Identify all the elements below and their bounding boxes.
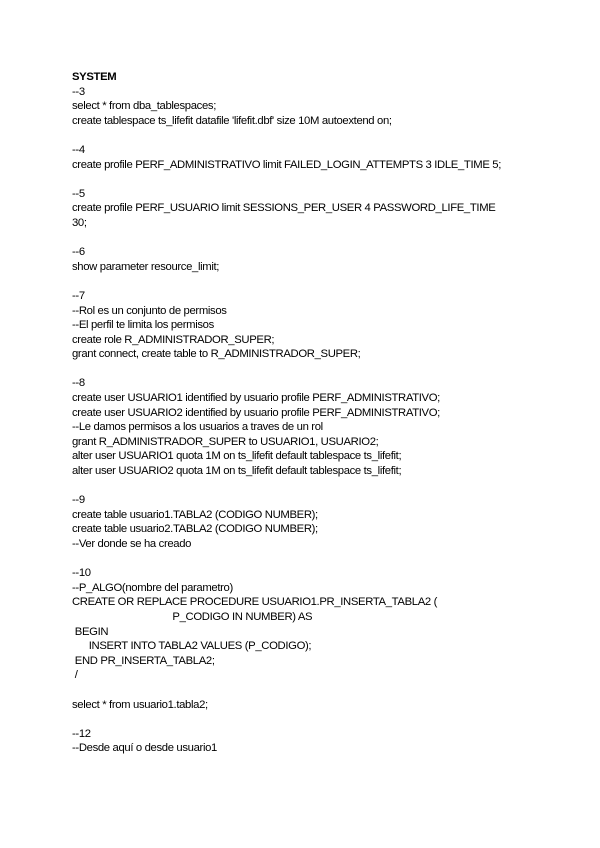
code-line: alter user USUARIO1 quota 1M on ts_lifefit default tablespace ts_lifefit;: [72, 450, 402, 463]
document-title: SYSTEM: [72, 71, 117, 83]
section-number: --6: [72, 246, 85, 259]
code-line: INSERT INTO TABLA2 VALUES (P_CODIGO);: [72, 640, 312, 653]
comment-line: --El perfil te limita los permisos: [72, 319, 214, 332]
code-line: create tablespace ts_lifefit datafile 'lifefit.dbf' size 10M autoextend on;: [72, 114, 392, 127]
comment-line: --Desde aquí o desde usuario1: [72, 742, 217, 755]
code-line: create role R_ADMINISTRADOR_SUPER;: [72, 333, 275, 346]
code-line: grant R_ADMINISTRADOR_SUPER to USUARIO1, USUARIO2;: [72, 435, 379, 448]
section-8: [72, 376, 560, 478]
code-line: grant connect, create table to R_ADMINISTRADOR_SUPER;: [72, 348, 361, 361]
section-3: [72, 85, 560, 129]
code-line: select * from dba_tablespaces;: [72, 100, 216, 113]
section-number: --7: [72, 289, 85, 302]
code-line: show parameter resource_limit;: [72, 260, 220, 273]
section-6: [72, 245, 560, 274]
section-12: [72, 727, 560, 756]
code-line: CREATE OR REPLACE PROCEDURE USUARIO1.PR_INSERTA_TABLA2 (: [72, 596, 438, 609]
code-line: alter user USUARIO2 quota 1M on ts_lifefit default tablespace ts_lifefit;: [72, 465, 402, 478]
code-line: create user USUARIO2 identified by usuario profile PERF_ADMINISTRATIVO;: [72, 406, 440, 419]
code-line: create table usuario1.TABLA2 (CODIGO NUMBER);: [72, 508, 318, 521]
code-line: create user USUARIO1 identified by usuario profile PERF_ADMINISTRATIVO;: [72, 392, 440, 405]
code-line: /: [72, 669, 78, 682]
section-number: --8: [72, 377, 85, 390]
section-select: [72, 698, 560, 713]
section-number: --5: [72, 187, 85, 200]
section-number: --9: [72, 494, 85, 507]
code-line: 30;: [72, 216, 87, 229]
code-line: create profile PERF_USUARIO limit SESSIONS_PER_USER 4 PASSWORD_LIFE_TIME: [72, 202, 496, 215]
code-line: create table usuario2.TABLA2 (CODIGO NUMBER);: [72, 523, 318, 536]
code-line: END PR_INSERTA_TABLA2;: [72, 654, 215, 667]
section-10: [72, 566, 560, 683]
code-line: create profile PERF_ADMINISTRATIVO limit FAILED_LOGIN_ATTEMPTS 3 IDLE_TIME 5;: [72, 158, 502, 171]
code-line: P_CODIGO IN NUMBER) AS: [72, 610, 313, 623]
section-number: --10: [72, 567, 91, 580]
comment-line: --P_ALGO(nombre del parametro): [72, 581, 233, 594]
comment-line: --Rol es un conjunto de permisos: [72, 304, 227, 317]
comment-line: --Ver donde se ha creado: [72, 538, 192, 550]
section-number: --12: [72, 727, 91, 740]
code-line: BEGIN: [72, 625, 109, 638]
section-number: --3: [72, 85, 85, 98]
section-5: [72, 187, 560, 231]
section-4: [72, 143, 560, 172]
code-line: select * from usuario1.tabla2;: [72, 698, 208, 711]
section-9: [72, 493, 560, 551]
comment-line: --Le damos permisos a los usuarios a traves de un rol: [72, 421, 323, 434]
section-number: --4: [72, 143, 85, 156]
section-7: [72, 289, 560, 362]
